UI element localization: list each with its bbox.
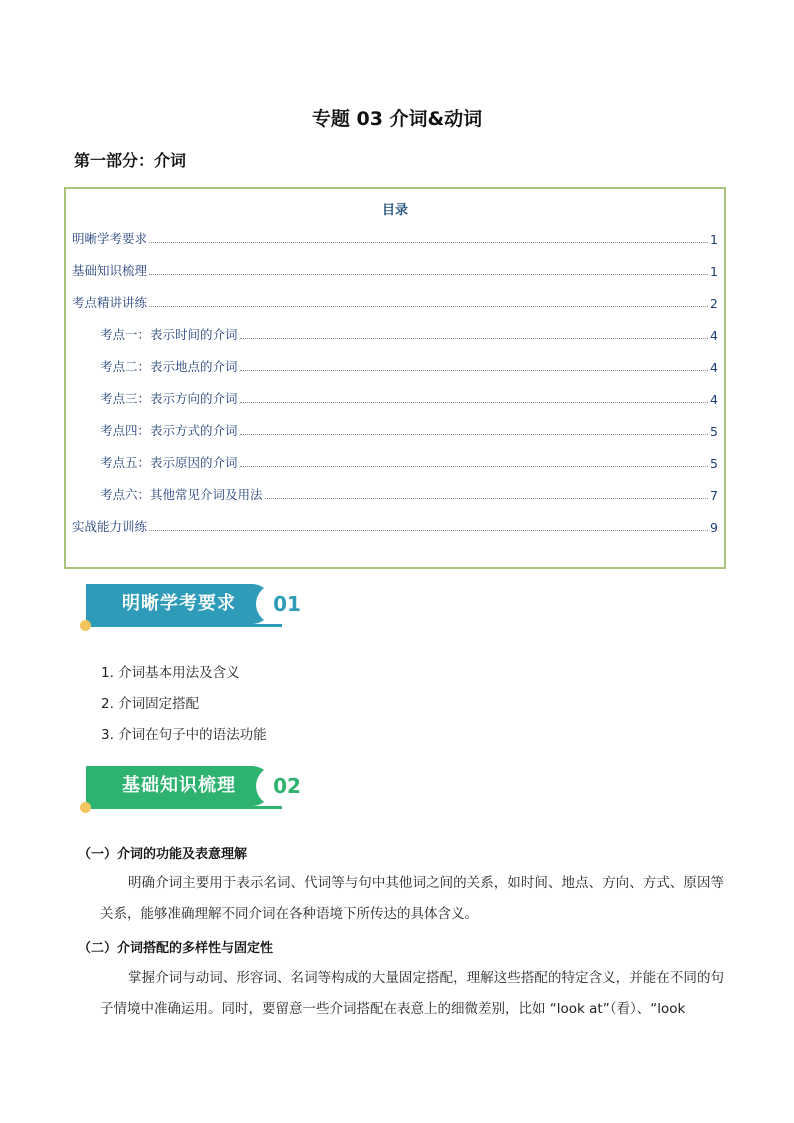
toc-entry-page: 5 — [710, 424, 718, 439]
toc-entry-page: 7 — [710, 488, 718, 503]
toc-entry-page: 1 — [710, 264, 718, 279]
toc-entry-page: 2 — [710, 296, 718, 311]
toc-entry[interactable] — [72, 517, 718, 535]
subsection-heading: （二）介词搭配的多样性与固定性 — [78, 941, 274, 956]
toc-entry[interactable] — [72, 261, 718, 279]
toc-leader — [240, 434, 709, 435]
toc-subentry[interactable] — [100, 485, 718, 503]
banner-underline — [86, 624, 282, 627]
paragraph: 明确介词主要用于表示名词、代词等与句中其他词之间的关系，如时间、地点、方向、方式、原因等关系，能够准确理解不同介词在各种语境下所传达的具体含义。 — [100, 875, 724, 922]
banner-number: 01 — [273, 592, 301, 616]
toc-entry-label: 考点三：表示方向的介词 — [100, 391, 238, 406]
toc-entry-page: 4 — [710, 392, 718, 407]
requirement-item: 3. 介词在句子中的语法功能 — [101, 727, 267, 743]
requirement-item: 1. 介词基本用法及含义 — [101, 665, 240, 681]
toc-entry-label: 考点五：表示原因的介词 — [100, 455, 238, 470]
toc-entry-label: 实战能力训练 — [72, 519, 148, 534]
paragraph: 掌握介词与动词、形容词、名词等构成的大量固定搭配，理解这些搭配的特定含义，并能在不同的句子情境中准确运用。同时，要留意一些介词搭配在表意上的细微差别，比如 “look at”（看）、“look — [100, 970, 724, 1017]
toc-entry-label: 基础知识梳理 — [72, 263, 148, 278]
toc-entry-label: 考点二：表示地点的介词 — [100, 359, 238, 374]
toc-entry-label: 考点四：表示方式的介词 — [100, 423, 238, 438]
toc-entry-label: 考点精讲讲练 — [72, 295, 148, 310]
toc-entry-page: 9 — [710, 520, 718, 535]
toc-leader — [149, 242, 708, 243]
banner-bar — [86, 584, 272, 624]
banner-dot — [80, 620, 91, 631]
toc-leader — [240, 402, 709, 403]
toc-entry-page: 5 — [710, 456, 718, 471]
toc-entry-label: 考点一：表示时间的介词 — [100, 327, 238, 342]
toc-subentry[interactable] — [100, 453, 718, 471]
toc-entry[interactable] — [72, 293, 718, 311]
banner-number: 02 — [273, 774, 301, 798]
toc-entry-page: 4 — [710, 328, 718, 343]
document-title: 专题 03 介词&动词 — [311, 108, 483, 130]
banner-dot — [80, 802, 91, 813]
toc-heading: 目录 — [381, 203, 408, 218]
subsection-heading: （一）介词的功能及表意理解 — [78, 847, 248, 862]
toc-leader — [240, 466, 709, 467]
requirement-item: 2. 介词固定搭配 — [101, 696, 200, 712]
toc-entry-label: 明晰学考要求 — [72, 231, 148, 246]
toc-leader — [265, 498, 709, 499]
banner-label: 明晰学考要求 — [122, 593, 236, 614]
toc-entry-page: 1 — [710, 232, 718, 247]
banner-bar — [86, 766, 272, 806]
toc-leader — [149, 530, 708, 531]
toc-subentry[interactable] — [100, 389, 718, 407]
toc-entry-label: 考点六：其他常见介词及用法 — [100, 487, 263, 502]
banner-label: 基础知识梳理 — [122, 775, 236, 796]
toc-leader — [240, 338, 709, 339]
banner-underline — [86, 806, 282, 809]
toc-subentry[interactable] — [100, 325, 718, 343]
part-title: 第一部分：介词 — [74, 151, 187, 170]
toc-leader — [149, 274, 708, 275]
toc-leader — [240, 370, 709, 371]
toc-entry[interactable] — [72, 229, 718, 247]
table-of-contents — [64, 187, 726, 569]
toc-subentry[interactable] — [100, 421, 718, 439]
toc-subentry[interactable] — [100, 357, 718, 375]
toc-entry-page: 4 — [710, 360, 718, 375]
toc-leader — [149, 306, 708, 307]
